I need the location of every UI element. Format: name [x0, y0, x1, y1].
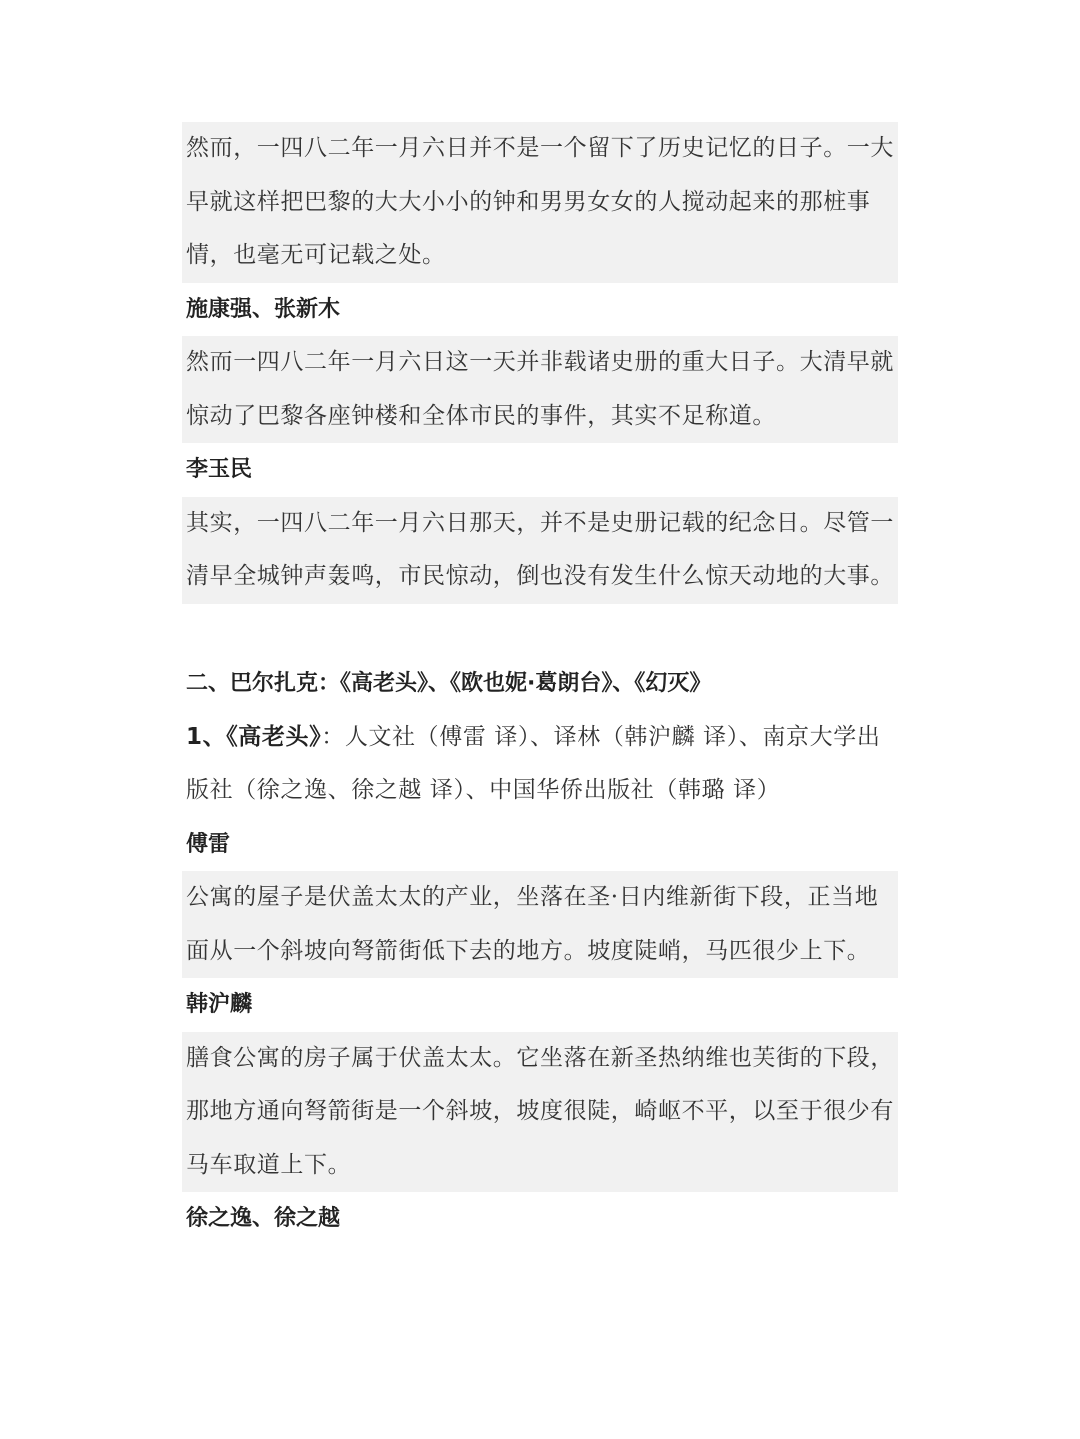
translator-name: 施康强、张新木	[186, 296, 341, 322]
quote-block: 膳食公寓的房子属于伏盖太太。它坐落在新圣热纳维也芙街的下段，那地方通向弩箭街是一个斜坡，坡度很陡，崎岖不平，以至于很少有马车取道上下。	[182, 1032, 898, 1193]
document-body	[182, 122, 898, 1246]
spacer	[182, 604, 898, 658]
book-title: 1、《高老头》	[186, 723, 322, 750]
quote-block: 公寓的屋子是伏盖太太的产业，坐落在圣·日内维新街下段，正当地面从一个斜坡向弩箭街低下去的地方。坡度陡峭，马匹很少上下。	[182, 871, 898, 978]
quote-block: 其实，一四八二年一月六日那天，并不是史册记载的纪念日。尽管一清早全城钟声轰鸣，市民惊动，倒也没有发生什么惊天动地的大事。	[182, 497, 898, 604]
edition-list-text: ：人文社（傅雷 译）、译林（韩沪麟 译）、南京大学出版社（徐之逸、徐之越 译）、中国华侨出版社（韩璐 译）	[186, 723, 881, 803]
translator-name: 傅雷	[186, 831, 231, 857]
translator-name: 韩沪麟	[186, 992, 253, 1017]
section-heading: 二、巴尔扎克：《高老头》、《欧也妮·葛朗台》、《幻灭》	[186, 671, 712, 696]
translator-name: 李玉民	[186, 457, 253, 482]
quote-block: 然而一四八二年一月六日这一天并非载诸史册的重大日子。大清早就惊动了巴黎各座钟楼和全体市民的事件，其实不足称道。	[182, 336, 898, 443]
quote-block: 然而，一四八二年一月六日并不是一个留下了历史记忆的日子。一大早就这样把巴黎的大大小小的钟和男男女女的人搅动起来的那桩事情，也毫无可记载之处。	[182, 122, 898, 283]
translator-name: 徐之逸、徐之越	[186, 1206, 341, 1231]
book-edition-list	[182, 711, 898, 818]
